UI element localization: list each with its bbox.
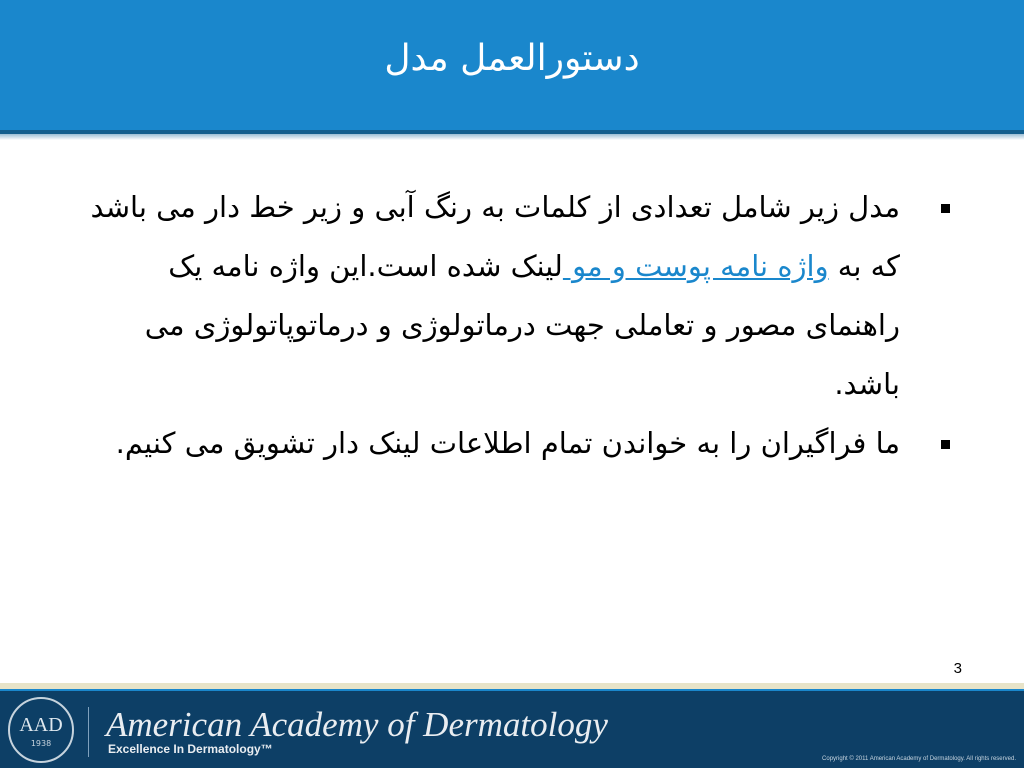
page-number: 3 bbox=[953, 660, 962, 677]
organization-name: American Academy of Dermatology bbox=[106, 705, 608, 744]
footer bbox=[0, 683, 1024, 768]
bullet-text: ما فراگیران را به خواندن تمام اطلاعات لینک دار تشویق می کنیم. bbox=[115, 426, 900, 460]
bullet-item bbox=[70, 414, 970, 473]
footer-divider bbox=[88, 707, 89, 757]
tagline: Excellence In Dermatology™ bbox=[108, 742, 273, 756]
logo-year: 1938 bbox=[30, 739, 52, 748]
logo-text: AAD bbox=[19, 714, 63, 736]
bullet-text-end: لینک شده است.این واژه نامه یک راهنمای مصور و تعاملی جهت درماتولوژی و درماتوپاتولوژی می باشد. bbox=[144, 249, 900, 401]
title-bar bbox=[0, 0, 1024, 130]
slide-title: دستورالعمل مدل bbox=[384, 38, 640, 79]
glossary-link[interactable]: واژه نامه پوست و مو bbox=[562, 249, 829, 283]
copyright: Copyright © 2011 American Academy of Dermatology. All rights reserved. bbox=[822, 756, 1016, 762]
bullet-item bbox=[70, 178, 970, 414]
slide-content bbox=[70, 178, 970, 473]
square-bullet-icon bbox=[941, 440, 950, 449]
bullet-text-start: مدل زیر شامل تعدادی از کلمات به رنگ آبی و زیر خط دار می باشد که به bbox=[90, 190, 900, 283]
square-bullet-icon bbox=[941, 204, 950, 213]
